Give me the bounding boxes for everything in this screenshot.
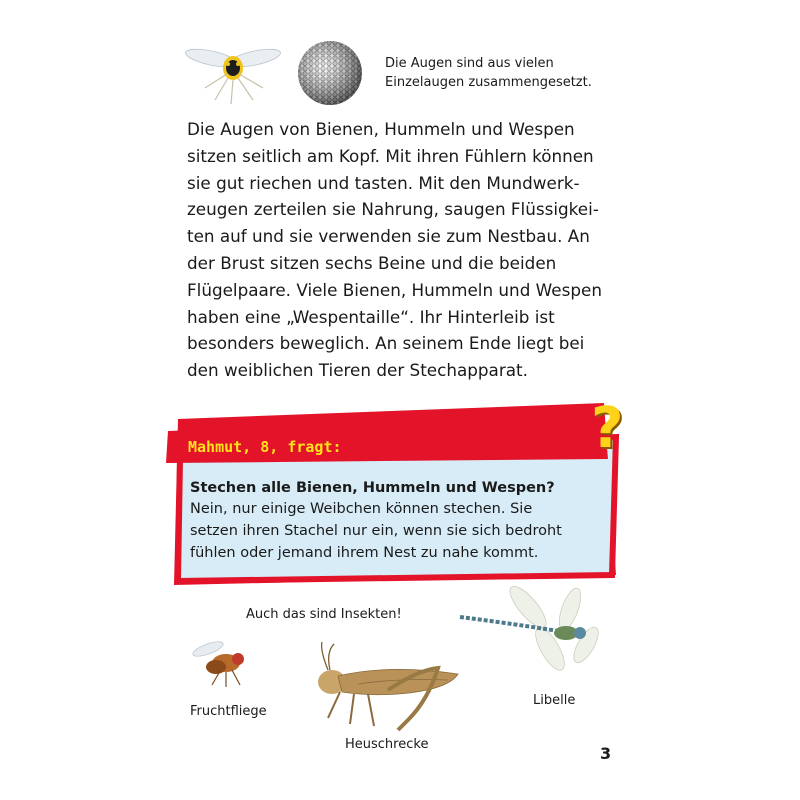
asker-label: Mahmut, 8, fragt: (188, 438, 342, 456)
grasshopper-label: Heuschrecke (345, 737, 429, 752)
dragonfly-icon (458, 585, 608, 675)
question-text: Stechen alle Bienen, Hummeln und Wespen? (190, 480, 555, 496)
eye-caption-line: Einzelaugen zusammengesetzt. (385, 75, 592, 90)
body-line: sitzen seitlich am Kopf. Mit ihren Fühlern können (187, 145, 594, 166)
question-mark-icon: ? (591, 396, 624, 461)
body-line: sie gut riechen und tasten. Mit den Mundwerk- (187, 172, 580, 193)
wasp-icon (183, 38, 283, 106)
body-line: den weiblichen Tieren der Stechapparat. (187, 360, 528, 381)
answer-line: setzen ihren Stachel nur ein, wenn sie sich bedroht (190, 523, 562, 539)
body-line: haben eine „Wespentaille“. Ihr Hinterleib ist (187, 306, 555, 327)
body-paragraph (187, 116, 617, 384)
compound-eye-icon (290, 40, 370, 106)
fruit-fly-label: Fruchtfliege (190, 704, 267, 719)
body-line: besonders beweglich. An seinem Ende liegt bei (187, 333, 585, 354)
body-line: der Brust sitzen sechs Beine und die beiden (187, 252, 557, 273)
fruit-fly-icon (190, 635, 252, 690)
body-line: zeugen zerteilen sie Nahrung, saugen Flüssigkei- (187, 199, 599, 220)
answer-text (190, 498, 610, 564)
body-line: Die Augen von Bienen, Hummeln und Wespen (187, 119, 575, 139)
page-number: 3 (600, 744, 612, 763)
eye-caption (385, 54, 645, 92)
insects-heading: Auch das sind Insekten! (246, 607, 402, 622)
eye-caption-line: Die Augen sind aus vielen (385, 56, 554, 71)
question-box (164, 397, 634, 587)
answer-line: fühlen oder jemand ihrem Nest zu nahe kommt. (190, 545, 539, 561)
dragonfly-label: Libelle (533, 693, 576, 708)
body-line: Flügelpaare. Viele Bienen, Hummeln und Wespen (187, 279, 602, 300)
body-line: ten auf und sie verwenden sie zum Nestbau. An (187, 226, 590, 247)
grasshopper-icon (298, 640, 463, 735)
answer-line: Nein, nur einige Weibchen können stechen. Sie (190, 501, 533, 517)
